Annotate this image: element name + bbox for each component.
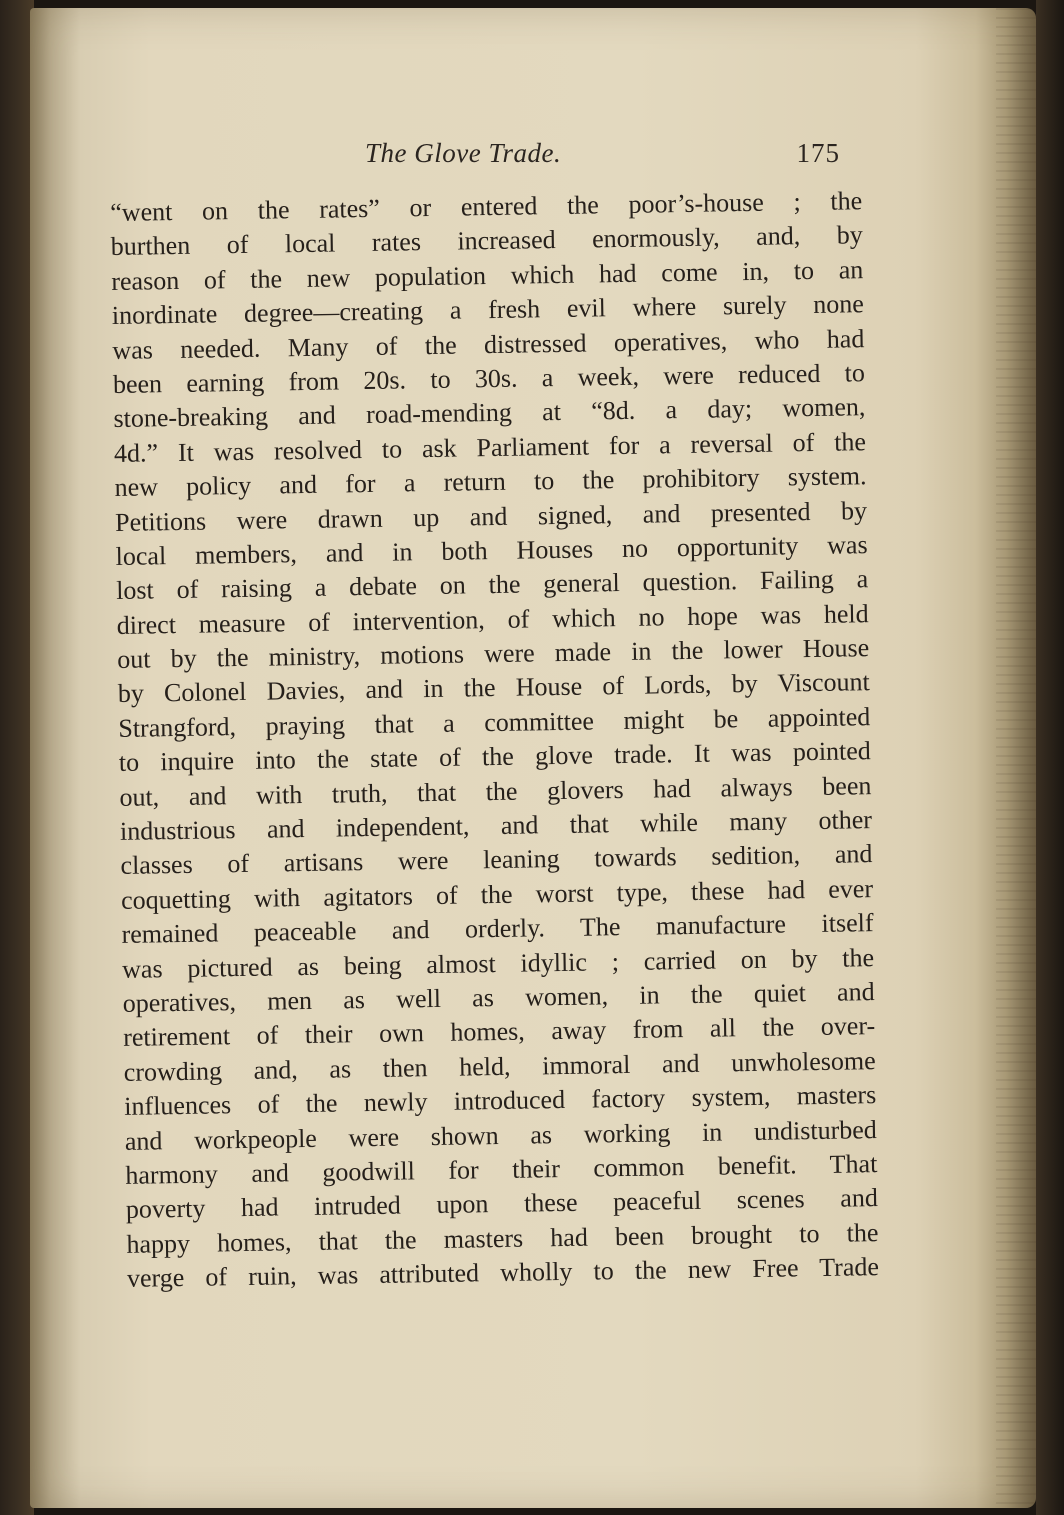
- text-line: inordinate degree—creating a fresh evil where surely none: [111, 289, 865, 331]
- text-line: and workpeople were shown as working in undisturbed: [124, 1114, 877, 1156]
- text-line: local members, and in both Houses no opportunity was: [115, 530, 868, 571]
- text-line: was needed. Many of the distressed operatives, who had: [112, 323, 865, 365]
- text-line: been earning from 20s. to 30s. a week, were reduced to: [112, 358, 866, 399]
- running-head: [90, 138, 850, 178]
- text-line: new policy and for a return to the prohibitory system.: [114, 461, 867, 503]
- previous-page-edge: [0, 0, 34, 1515]
- text-line: “went on the rates” or entered the poor’s-house ; the: [110, 186, 863, 227]
- text-line: out by the ministry, motions were made in the lower House: [117, 633, 870, 675]
- page-number: 175: [796, 138, 840, 168]
- text-line: crowding and, as then held, immoral and unwholesome: [123, 1045, 876, 1087]
- text-line: happy homes, that the masters had been brought to the: [126, 1217, 879, 1259]
- text-line: coquetting with agitators of the worst type, these had ever: [120, 873, 874, 915]
- text-line: burthen of local rates increased enormously, and, by: [110, 220, 863, 262]
- text-line: Petitions were drawn up and signed, and presented by: [114, 495, 868, 537]
- text-line: direct measure of intervention, of which no hope was held: [116, 598, 869, 640]
- text-line: was pictured as being almost idyllic ; carried on by the: [121, 942, 875, 984]
- text-line: retirement of their own homes, away from all the over-: [122, 1011, 876, 1053]
- text-line: out, and with truth, that the glovers had always been: [119, 770, 872, 812]
- text-line: industrious and independent, and that while many other: [119, 805, 873, 846]
- text-line: lost of raising a debate on the general question. Failing a: [115, 564, 869, 606]
- scan-border: [1036, 0, 1064, 1515]
- text-line: verge of ruin, was attributed wholly to the new Free Trade: [126, 1252, 880, 1293]
- text-line: influences of the newly introduced factory system, masters: [124, 1080, 877, 1122]
- text-line: to inquire into the state of the glove trade. It was pointed: [118, 736, 872, 778]
- page-fore-edge: [996, 8, 1036, 1508]
- text-line: operatives, men as well as women, in the quiet and: [122, 977, 875, 1018]
- text-line: 4d.” It was resolved to ask Parliament for a reversal of the: [113, 426, 867, 468]
- text-line: reason of the new population which had come in, to an: [111, 254, 864, 296]
- text-line: stone-breaking and road-mending at “8d. a day; women,: [113, 392, 866, 434]
- text-line: remained peaceable and orderly. The manufacture itself: [121, 908, 874, 950]
- text-line: classes of artisans were leaning towards sedition, and: [120, 839, 873, 881]
- text-line: Strangford, praying that a committee might be appointed: [118, 701, 871, 743]
- text-line: by Colonel Davies, and in the House of Lords, by Viscount: [117, 667, 870, 709]
- running-title: The Glove Trade.: [365, 138, 562, 168]
- text-line: harmony and goodwill for their common benefit. That: [125, 1149, 878, 1190]
- text-line: poverty had intruded upon these peaceful scenes and: [125, 1183, 879, 1225]
- body-text: [110, 184, 879, 1296]
